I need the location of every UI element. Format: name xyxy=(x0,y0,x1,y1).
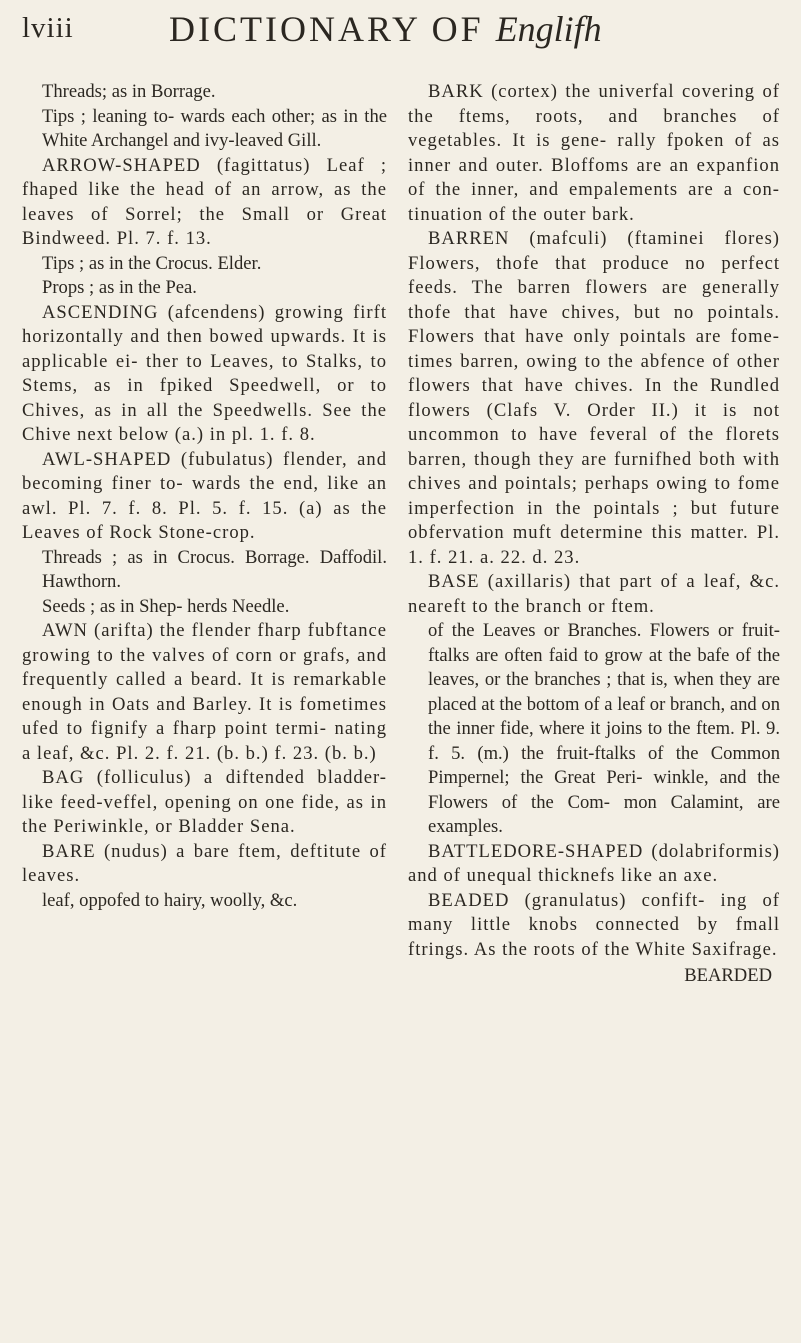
running-title-italic: Englifh xyxy=(495,9,602,49)
entry-seeds-shepherds: Seeds ; as in Shep- herds Needle. xyxy=(42,595,290,617)
entry-battledore: BATTLEDORE-SHAPED (dolabriformis) and of unequal thicknefs like an axe. xyxy=(408,840,780,886)
entry-barren: BARREN (mafculi) (ftaminei flores) Flowers, thofe that produce no perfect feeds. The barren flowers are generally thofe that have chives, but no pointals. Flowers that have only pointals are fome- times barren, owing to the abfence of other flowers that have chives. In the Rundled flowers (Clafs V. Order II.) it is not uncommon to have feveral of the florets barren, though they are furnifhed both with chives and pointals; perhaps owing to fome imperfection in the pointals ; but future obfervation muft determine this matter. Pl. 1. f. 21. a. 22. d. 23. xyxy=(408,228,780,568)
entry-bark: BARK (cortex) the univerfal covering of the ftems, roots, and branches of vegetables. It is gene- rally fpoken of as inner and outer. Bloffoms are an expanfion of the inner, and empalements are a con- tinuation of the outer bark. xyxy=(408,81,780,225)
page-number: lviii xyxy=(22,12,74,44)
entry-arrow-shaped: ARROW-SHAPED (fagittatus) Leaf ; fhaped like the head of an arrow, as the leaves of Sorrel; the Small or Great Bindweed. Pl. 7. f. 13. xyxy=(22,154,387,249)
right-column xyxy=(408,80,780,989)
entry-tips-leaning: Tips ; leaning to- wards each other; as in the White Archangel and ivy-leaved Gill. xyxy=(42,105,387,151)
entry-of-the-leaves: of the Leaves or Branches. Flowers or fruit-ftalks are often faid to grow at the bafe of the leaves, or the branches ; that is, when they are placed at the bottom of a leaf or branch, and on the inner fide, where it joins to the ftem. Pl. 9. f. 5. (m.) the fruit-ftalks of the Common Pimpernel; the Great Peri- winkle, and the Flowers of the Com- mon Calamint, are examples. xyxy=(428,620,780,837)
entry-bag: BAG (folliculus) a diftended bladder-like feed-veffel, opening on one fide, as in the Periwinkle, or Bladder Sena. xyxy=(22,767,387,837)
entry-leaf-opposed: leaf, oppofed to hairy, woolly, &c. xyxy=(42,889,298,911)
entry-props-pea: Props ; as in the Pea. xyxy=(42,277,197,298)
entry-ascending: ASCENDING (afcendens) growing firft horizontally and then bowed upwards. It is applicable ei- ther to Leaves, to Stalks, to Stems, as in fpiked Speedwell, or to Chives, as in all the Speedwells. See the Chive next below (a.) in pl. 1. f. 8. xyxy=(22,301,387,445)
entry-threads-borrage: Threads; as in Borrage. xyxy=(42,81,216,102)
running-title xyxy=(169,8,602,50)
page-header xyxy=(22,8,782,56)
catchword: BEARDED xyxy=(684,965,772,986)
entry-awn: AWN (arifta) the flender fharp fubftance growing to the valves of corn or grafs, and frequently called a beard. It is remarkable enough in Oats and Barley. It is fometimes ufed to fignify a fharp point termi- nating a leaf, &c. Pl. 2. f. 21. (b. b.) f. 23. (b. b.) xyxy=(22,620,387,764)
running-title-caps: DICTIONARY OF xyxy=(169,9,496,49)
entry-base: BASE (axillaris) that part of a leaf, &c. neareft to the branch or ftem. xyxy=(408,571,780,617)
entry-threads-crocus: Threads ; as in Crocus. Borrage. Daffodil. Hawthorn. xyxy=(42,546,387,592)
left-column xyxy=(22,80,387,913)
entry-beaded: BEADED (granulatus) confift- ing of many little knobs connected by fmall ftrings. As the roots of the White Saxifrage. xyxy=(408,889,780,960)
entry-awl-shaped: AWL-SHAPED (fubulatus) flender, and becoming finer to- wards the end, like an awl. Pl. 7. f. 8. Pl. 5. f. 15. (a) as the Leaves of Rock Stone-crop. xyxy=(22,448,387,543)
entry-bare: BARE (nudus) a bare ftem, deftitute of leaves. xyxy=(22,840,387,886)
entry-tips-crocus: Tips ; as in the Crocus. Elder. xyxy=(42,252,262,274)
